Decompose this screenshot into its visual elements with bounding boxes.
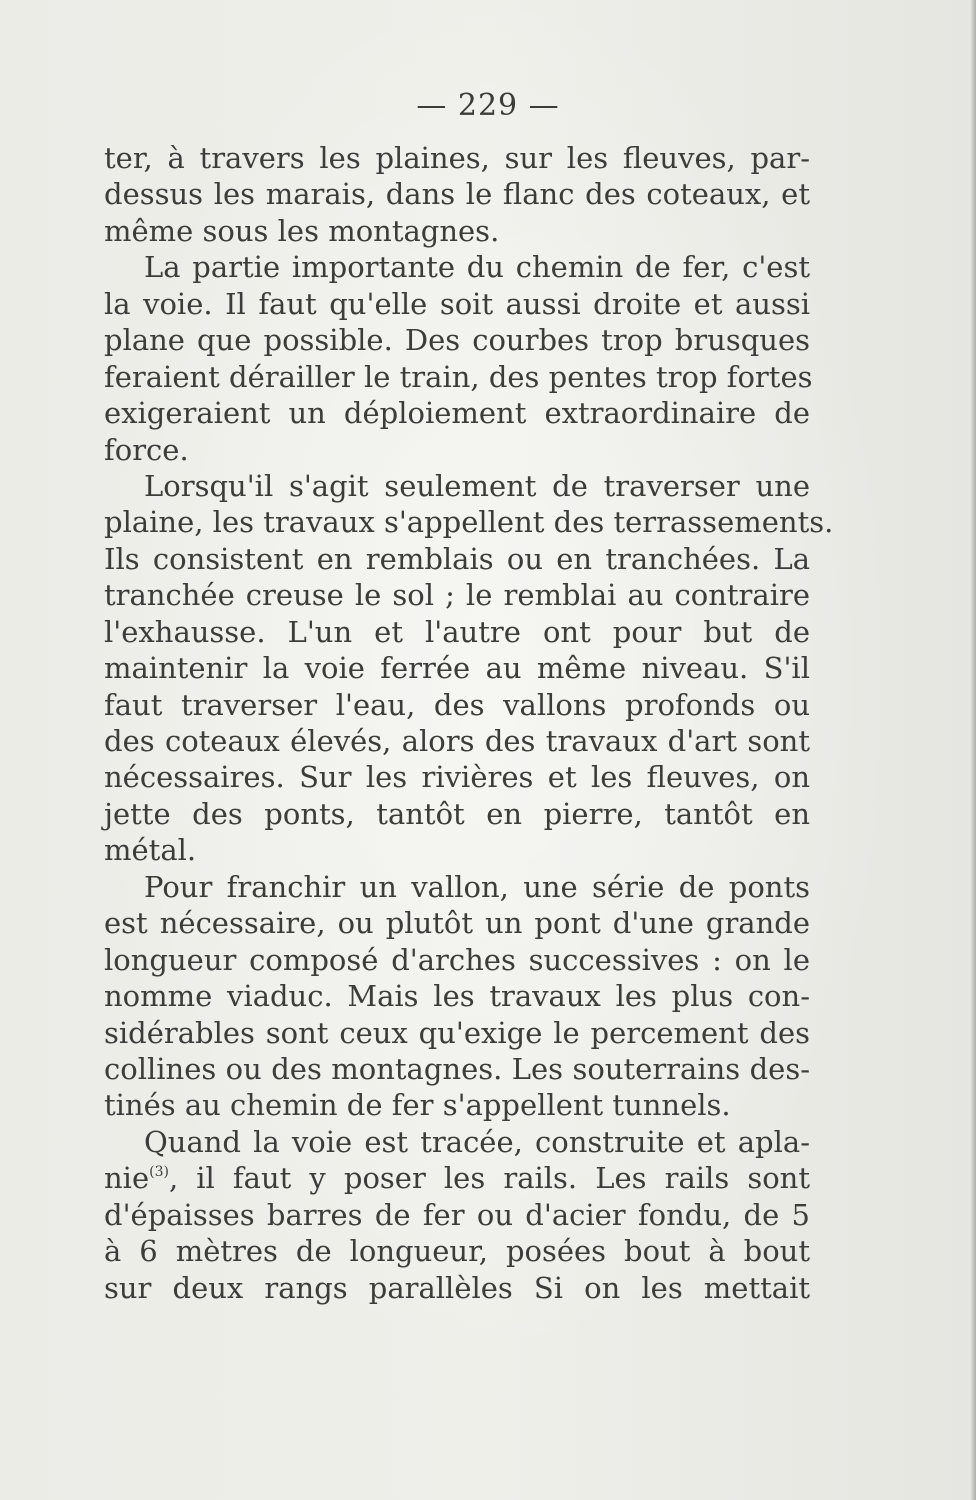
page-edge-shadow: [970, 0, 976, 1500]
text-line: nécessaires. Sur les rivières et les fleuves, on: [104, 760, 810, 795]
text-segment: , il faut y poser les rails. Les rails sont: [168, 1161, 810, 1196]
text-line: plaine, les travaux s'appellent des terrassements.: [104, 505, 834, 540]
text-line: plane que possible. Des courbes trop brusques: [104, 323, 810, 358]
text-line: Pour franchir un vallon, une série de ponts: [144, 869, 810, 904]
text-line: Ils consistent en remblais ou en tranchées. La: [104, 541, 810, 576]
text-segment: nie: [104, 1161, 150, 1196]
text-line: nomme viaduc. Mais les travaux les plus con-: [104, 979, 810, 1014]
text-line: la voie. Il faut qu'elle soit aussi droite et aussi: [104, 286, 810, 321]
text-line: d'épaisses barres de fer ou d'acier fondu, de 5: [104, 1197, 810, 1232]
text-line-with-note: [104, 1160, 810, 1196]
body-text: [104, 140, 834, 1306]
text-line: La partie importante du chemin de fer, c'est: [144, 250, 810, 285]
text-line: sidérables sont ceux qu'exige le percement des: [104, 1015, 810, 1050]
text-line: collines ou des montagnes. Les souterrains des-: [104, 1051, 810, 1086]
text-line: métal.: [104, 833, 197, 868]
page-number: — 229 —: [416, 88, 560, 123]
text-line: des coteaux élevés, alors des travaux d'art sont: [104, 724, 810, 758]
text-line: dessus les marais, dans le flanc des coteaux, et: [104, 177, 810, 212]
text-line: longueur composé d'arches successives : on le: [104, 942, 810, 977]
text-line: Lorsqu'il s'agit seulement de traverser une: [144, 468, 810, 503]
text-line: exigeraient un déploiement extraordinaire de: [104, 396, 810, 431]
text-line: Quand la voie est tracée, construite et apla-: [144, 1124, 810, 1159]
text-line: maintenir la voie ferrée au même niveau. S'il: [104, 651, 810, 686]
text-line: ter, à travers les plaines, sur les fleuves, par-: [104, 141, 810, 175]
text-line: faut traverser l'eau, des vallons profonds ou: [104, 687, 810, 722]
text-line: jette des ponts, tantôt en pierre, tantôt en: [104, 796, 810, 831]
text-line: tinés au chemin de fer s'appellent tunnels.: [104, 1088, 731, 1123]
text-line: à 6 mètres de longueur, posées bout à bout: [104, 1234, 810, 1269]
text-line: est nécessaire, ou plutôt un pont d'une grande: [104, 906, 810, 941]
text-line: sur deux rangs parallèles Si on les mettait: [104, 1270, 810, 1305]
text-line: feraient dérailler le train, des pentes trop fortes: [104, 359, 813, 394]
text-line: même sous les montagnes.: [104, 213, 500, 248]
text-line: tranchée creuse le sol ; le remblai au contraire: [104, 578, 810, 613]
footnote-reference[interactable]: (3): [149, 1164, 169, 1181]
text-line: force.: [104, 432, 189, 467]
text-line: l'exhausse. L'un et l'autre ont pour but de: [104, 614, 810, 649]
